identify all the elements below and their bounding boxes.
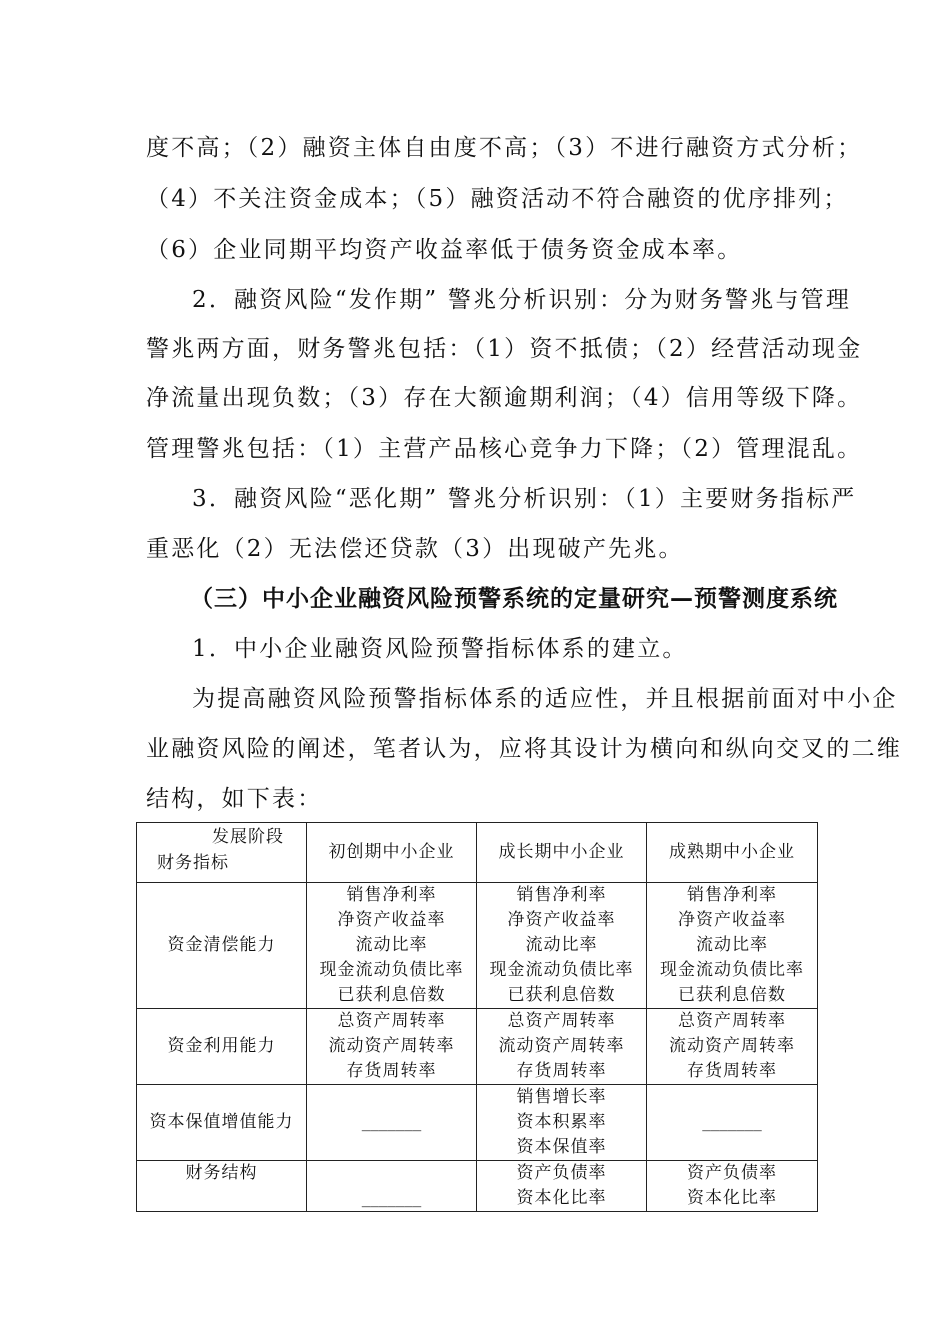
indicator-table — [136, 822, 818, 1212]
table-cell — [477, 1161, 647, 1212]
paragraph-line: （4）不关注资金成本；（5）融资活动不符合融资的优序排列； — [146, 186, 849, 212]
cell-line: 存货周转率 — [687, 1061, 777, 1081]
table-row — [137, 1009, 818, 1085]
paragraph-line: 管理警兆包括：（1）主营产品核心竞争力下降；（2）管理混乱。 — [146, 436, 863, 462]
row-label: 资金清偿能力 — [137, 883, 307, 1009]
cell-line: _______ — [361, 1112, 422, 1132]
empty-cell-dash — [647, 1085, 818, 1161]
cell-line: 资本化比率 — [516, 1188, 607, 1208]
column-header: 成熟期中小企业 — [647, 823, 818, 883]
cell-line: 流动比率 — [525, 935, 598, 955]
cell-line: 净资产收益率 — [678, 910, 786, 930]
cell-line: 流动比率 — [355, 935, 428, 955]
cell-line: 流动资产周转率 — [669, 1036, 795, 1056]
cell-line: 资产负债率 — [516, 1163, 607, 1183]
table-header-row — [137, 823, 818, 883]
cell-line: 总资产周转率 — [507, 1011, 616, 1031]
row-label: 资本保值增值能力 — [137, 1085, 307, 1161]
paragraph-line: 1．中小企业融资风险预警指标体系的建立。 — [192, 636, 688, 662]
corner-header-top: 发展阶段 — [212, 827, 284, 847]
table-cell — [307, 1009, 477, 1085]
cell-line: 存货周转率 — [346, 1061, 437, 1081]
cell-line: 已获利息倍数 — [678, 985, 786, 1005]
cell-line: 总资产周转率 — [337, 1011, 446, 1031]
corner-header-bottom: 财务指标 — [157, 853, 229, 873]
cell-line: 净资产收益率 — [507, 910, 616, 930]
cell-line: _______ — [702, 1112, 762, 1132]
cell-line: 资本化比率 — [687, 1188, 777, 1208]
cell-line: 存货周转率 — [516, 1061, 607, 1081]
corner-header-cell — [137, 823, 307, 883]
paragraph-line: 度不高；（2）融资主体自由度不高；（3）不进行融资方式分析； — [146, 135, 863, 161]
cell-line: 总资产周转率 — [678, 1011, 786, 1031]
paragraph-line: 结构，如下表： — [146, 786, 323, 812]
table-cell — [647, 883, 818, 1009]
row-label: 财务结构 — [137, 1161, 307, 1212]
cell-line: 已获利息倍数 — [507, 985, 616, 1005]
cell-line: 净资产收益率 — [337, 910, 446, 930]
cell-line: 流动资产周转率 — [328, 1036, 455, 1056]
paragraph-line: 净流量出现负数；（3）存在大额逾期利润；（4）信用等级下降。 — [146, 385, 863, 411]
column-header: 成长期中小企业 — [477, 823, 647, 883]
paragraph-line: 2．融资风险“发作期” 警兆分析识别：分为财务警兆与管理 — [192, 287, 852, 313]
table-row — [137, 1161, 818, 1212]
column-header: 初创期中小企业 — [307, 823, 477, 883]
table-row — [137, 1085, 818, 1161]
cell-line: 销售净利率 — [516, 885, 607, 905]
cell-line: 已获利息倍数 — [337, 985, 446, 1005]
cell-line: 销售净利率 — [687, 885, 777, 905]
cell-line: _______ — [361, 1188, 422, 1208]
cell-line: 现金流动负债比率 — [489, 960, 634, 980]
table-cell — [477, 883, 647, 1009]
row-label: 资金利用能力 — [137, 1009, 307, 1085]
empty-cell-dash — [307, 1085, 477, 1161]
paragraph-line: 警兆两方面，财务警兆包括：（1）资不抵债；（2）经营活动现金 — [146, 336, 863, 362]
section-heading: （三）中小企业融资风险预警系统的定量研究—预警测度系统 — [190, 586, 838, 612]
cell-line: 资本保值率 — [516, 1137, 607, 1157]
table-cell — [477, 1009, 647, 1085]
table-row — [137, 883, 818, 1009]
cell-line: 销售净利率 — [346, 885, 437, 905]
cell-line: 销售增长率 — [516, 1087, 607, 1107]
table-cell — [307, 883, 477, 1009]
cell-line: 现金流动负债比率 — [660, 960, 804, 980]
cell-line: 现金流动负债比率 — [319, 960, 464, 980]
table-cell — [647, 1161, 818, 1212]
paragraph-line: 3．融资风险“恶化期” 警兆分析识别：（1）主要财务指标严 — [192, 486, 857, 512]
cell-line: 流动比率 — [696, 935, 768, 955]
cell-line: 资产负债率 — [687, 1163, 777, 1183]
paragraph-line: 重恶化（2）无法偿还贷款（3）出现破产先兆。 — [146, 536, 684, 562]
cell-line: 流动资产周转率 — [498, 1036, 625, 1056]
paragraph-line: 为提高融资风险预警指标体系的适应性，并且根据前面对中小企 — [192, 686, 898, 712]
paragraph-line: 业融资风险的阐述，笔者认为，应将其设计为横向和纵向交叉的二维 — [146, 736, 902, 762]
cell-line: 资本积累率 — [516, 1112, 607, 1132]
table-cell — [477, 1085, 647, 1161]
paragraph-line: （6）企业同期平均资产收益率低于债务资金成本率。 — [146, 237, 743, 263]
table-cell — [647, 1009, 818, 1085]
empty-cell-dash — [307, 1161, 477, 1212]
